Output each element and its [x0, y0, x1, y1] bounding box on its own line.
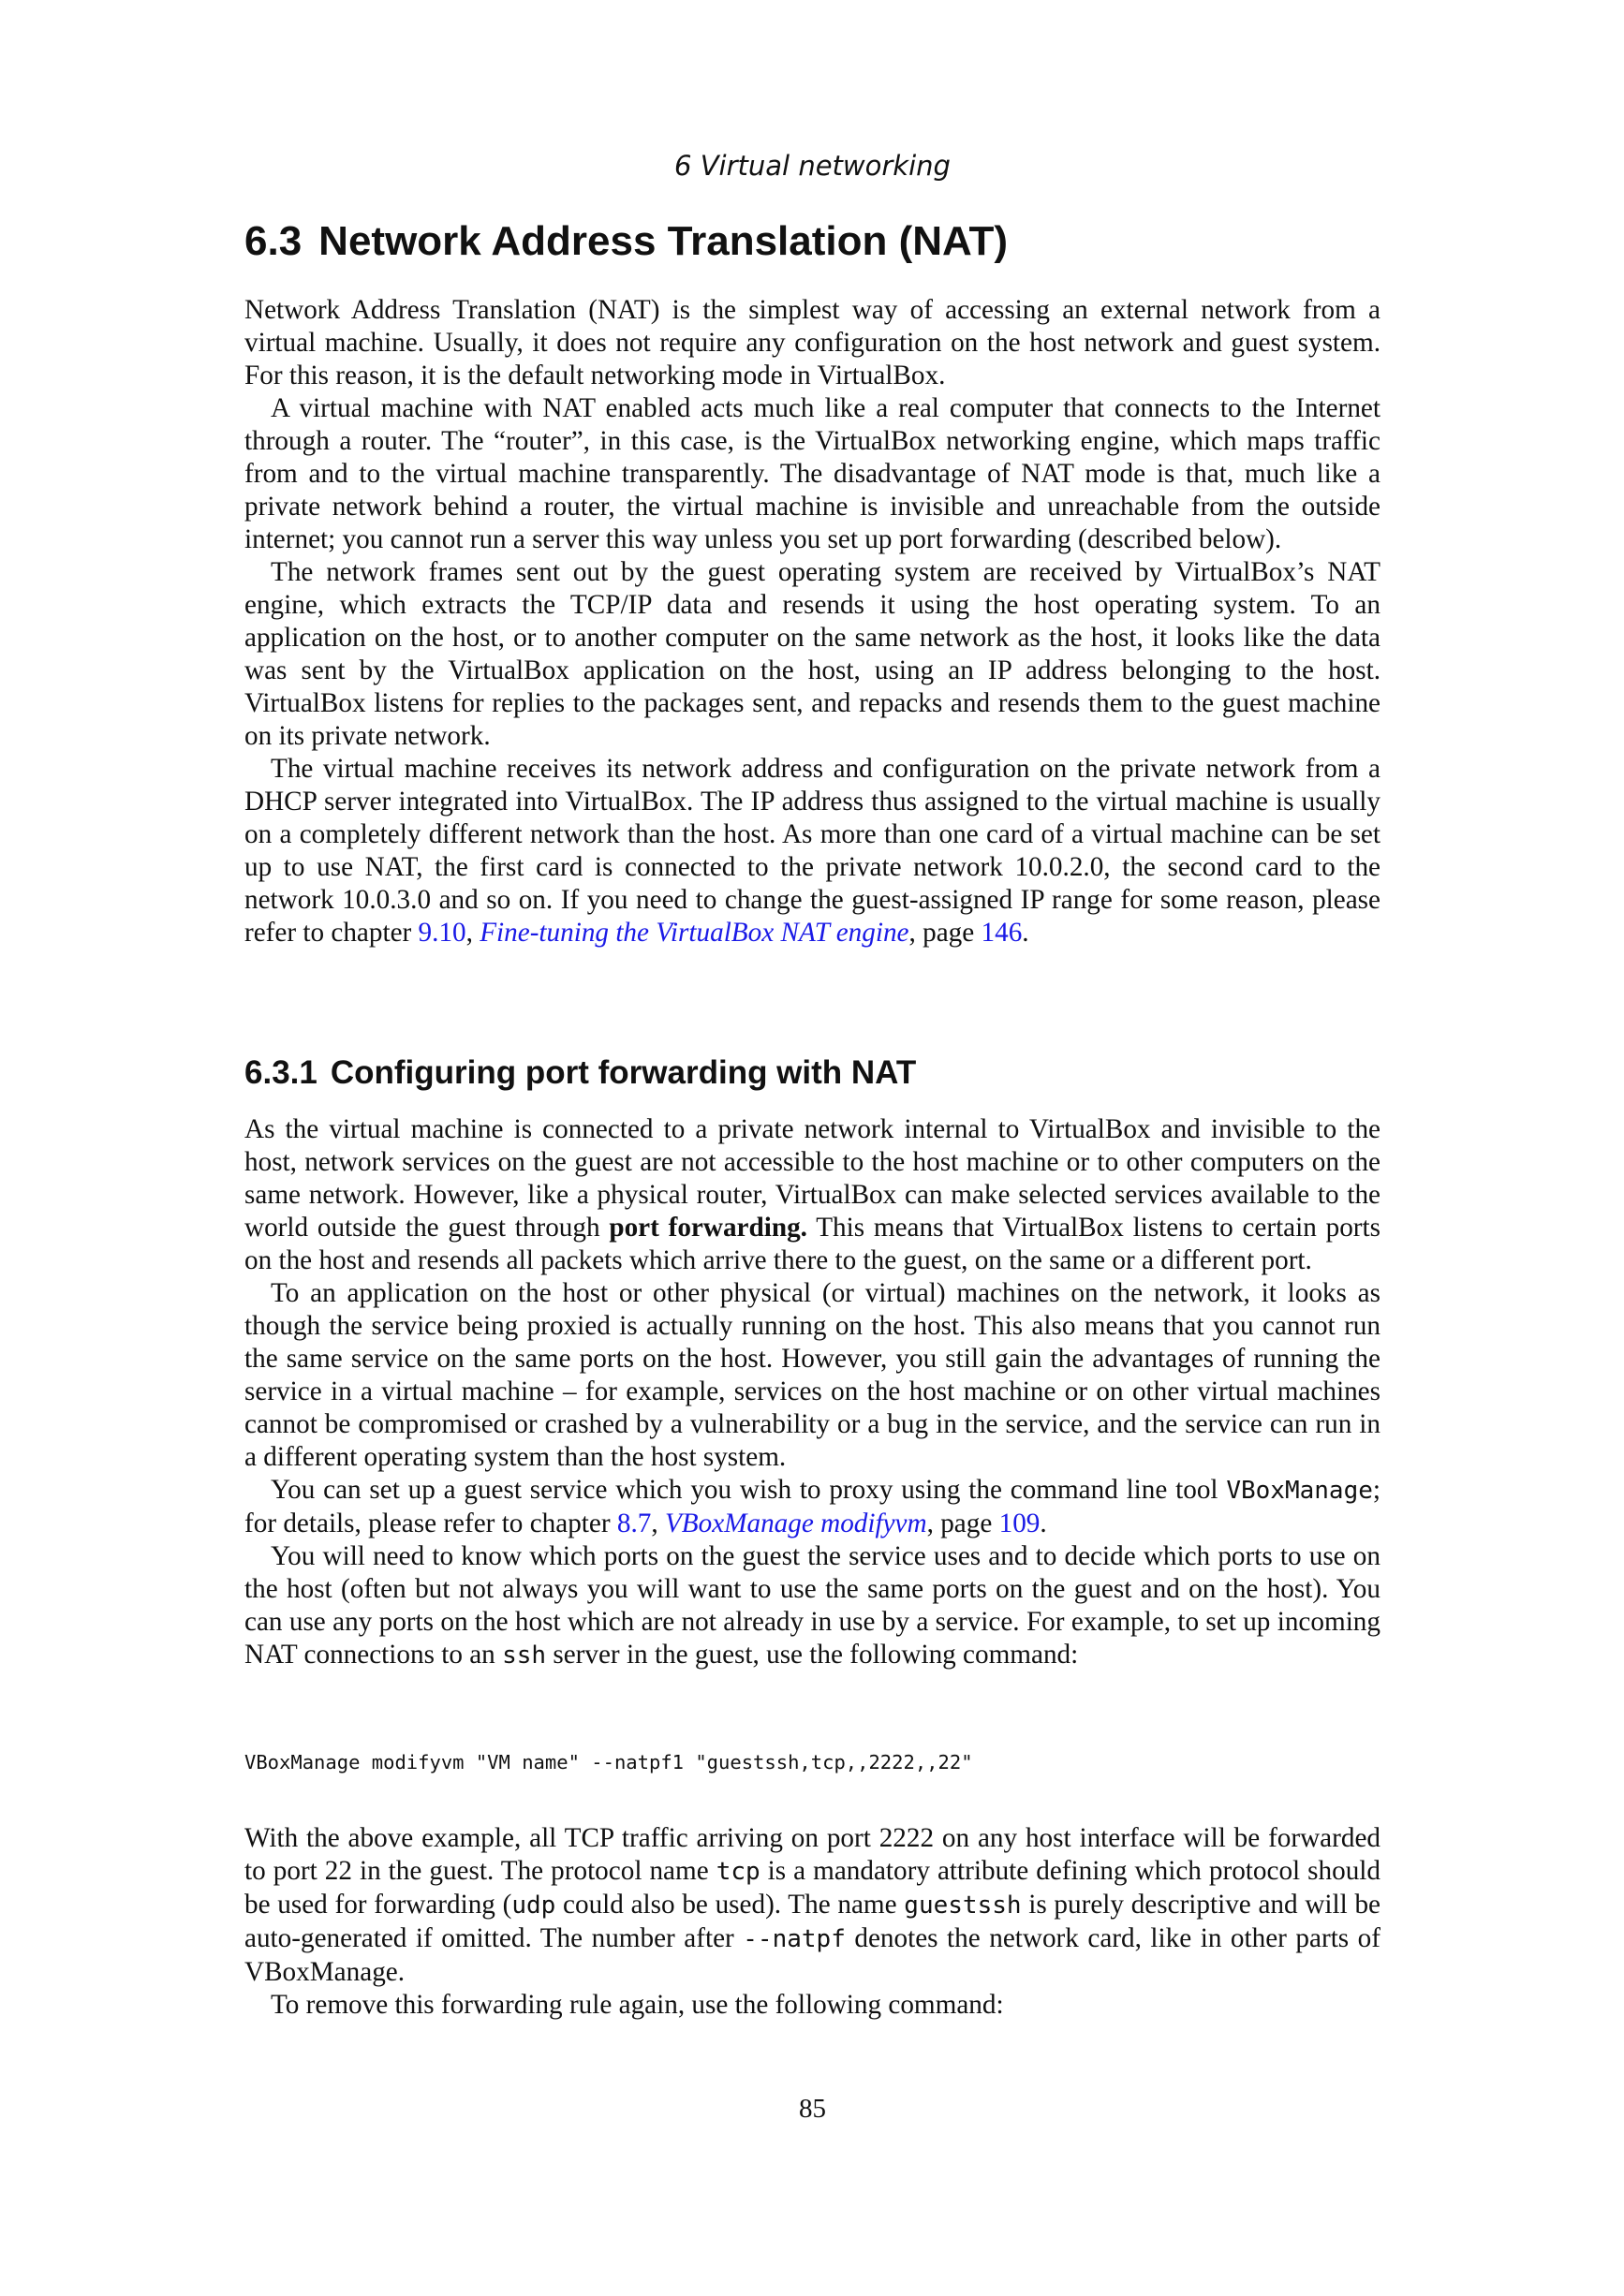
- paragraph: Network Address Translation (NAT) is the simplest way of accessing an external network from a virtual machine. Usually, it does not require any configuration on the host network and guest system. For this reason, it is the default networking mode in VirtualBox.: [244, 295, 1380, 390]
- inline-code: --natpf: [743, 1925, 846, 1953]
- paragraph-text: server in the guest, use the following command:: [546, 1640, 1079, 1670]
- subsection-body: [244, 1113, 1380, 1672]
- section-title: Network Address Translation (NAT): [318, 218, 1009, 264]
- paragraph-text: You can set up a guest service which you wish to proxy using the command line tool: [271, 1475, 1227, 1505]
- paragraph: To remove this forwarding rule again, use the following command:: [271, 1990, 1004, 2020]
- subsection-heading: [244, 1054, 916, 1092]
- paragraph: The network frames sent out by the guest operating system are received by VirtualBox’s NAT engine, which extracts the TCP/IP data and resends it using the host operating system. To an application on the host, or to another computer on the same network as the host, it looks like the data was sent by the VirtualBox application on the host, using an IP address belonging to the host. VirtualBox listens for replies to the packages sent, and repacks and resends them to the guest machine on its private network.: [244, 557, 1380, 751]
- chapter-reference-link[interactable]: 9.10: [418, 918, 466, 948]
- code-example: VBoxManage modifyvm "VM name" --natpf1 "guestssh,tcp,,2222,,22": [244, 1751, 973, 1774]
- section-heading: [244, 218, 1008, 265]
- paragraph-text: .: [1040, 1509, 1047, 1538]
- page-reference-link[interactable]: 146: [981, 918, 1023, 948]
- paragraph-text: is a mandatory attribute defining which protocol should be used for forwarding (: [244, 1856, 1381, 1920]
- paragraph-text: As the virtual machine is connected to a private network internal to VirtualBox and invisible to the host, network services on the guest are not accessible to the host machine or to other computers on the same network. However, like a physical router, VirtualBox can make selected services available to the world outside the guest through: [244, 1114, 1380, 1243]
- section-title-reference-link[interactable]: Fine-tuning the VirtualBox NAT engine: [480, 918, 909, 948]
- subsection-title: Configuring port forwarding with NAT: [330, 1054, 917, 1091]
- paragraph-text: denotes the network card, like in other parts of VBoxManage.: [244, 1923, 1380, 1987]
- paragraph-text: You will need to know which ports on the guest the service uses and to decide which ports to use on the host (often but not always you will want to use the same ports on the guest and on the host). You can use any ports on the host which are not already in use by a service. For example, to set up incoming NAT connections to an: [244, 1541, 1380, 1670]
- running-head: 6 Virtual networking: [674, 150, 951, 182]
- inline-code: udp: [511, 1891, 556, 1920]
- page-reference-link[interactable]: 109: [998, 1509, 1041, 1538]
- paragraph: [244, 1113, 1380, 1277]
- separator: , page: [908, 918, 982, 948]
- paragraph-text: ; for details, please refer to chapter: [244, 1475, 1380, 1538]
- paragraph-text: The virtual machine receives its network address and configuration on the private network from a DHCP server integrated into VirtualBox. The IP address thus assigned to the virtual machine is usually on a completely different network than the host. As more than one card of a virtual machine can be set up to use NAT, the first card is connected to the private network 10.0.2.0, the second card to the network 10.0.3.0 and so on. If you need to change the guest-assigned IP range for some reason, please refer to chapter: [244, 754, 1380, 948]
- subsection-number: 6.3.1: [244, 1054, 317, 1091]
- paragraph-text: could also be used). The name: [555, 1890, 905, 1920]
- inline-code: VBoxManage: [1226, 1477, 1373, 1505]
- inline-code: guestssh: [904, 1891, 1022, 1920]
- bold-term: port forwarding.: [609, 1213, 807, 1243]
- separator: ,: [465, 918, 480, 948]
- paragraph: [244, 1822, 1380, 1989]
- paragraph-text: With the above example, all TCP traffic arriving on port 2222 on any host interface will be forwarded to port 22 in the guest. The protocol name: [244, 1823, 1380, 1886]
- paragraph-text: This means that VirtualBox listens to certain ports on the host and resends all packets which arrive there to the guest, on the same or a different port.: [244, 1213, 1380, 1275]
- chapter-reference-link[interactable]: 8.7: [616, 1509, 652, 1538]
- section-body: [244, 294, 1380, 949]
- paragraph-text: .: [1022, 918, 1029, 948]
- inline-code: ssh: [502, 1641, 547, 1670]
- separator: , page: [926, 1509, 999, 1538]
- paragraph: [244, 1474, 1380, 1540]
- section-title-reference-link[interactable]: VBoxManage modifyvm: [664, 1509, 927, 1538]
- subsection-body-continued: [244, 1822, 1380, 2022]
- section-number: 6.3: [244, 218, 303, 264]
- separator: ,: [651, 1509, 665, 1538]
- paragraph-text: is purely descriptive and will be auto-generated if omitted. The number after: [244, 1890, 1380, 1953]
- paragraph: [244, 1540, 1380, 1672]
- paragraph: To an application on the host or other physical (or virtual) machines on the network, it looks as though the service being proxied is actually running on the host. This also means that you cannot run the same service on the same ports on the host. However, you still gain the advantages of running the service in a virtual machine – for example, services on the host machine or on other virtual machines cannot be compromised or crashed by a vulnerability or a bug in the service, and the service can run in a different operating system than the host system.: [244, 1278, 1380, 1472]
- paragraph: [244, 753, 1380, 949]
- inline-code: tcp: [716, 1858, 760, 1886]
- page-number: 85: [799, 2094, 826, 2124]
- paragraph: A virtual machine with NAT enabled acts much like a real computer that connects to the Internet through a router. The “router”, in this case, is the VirtualBox networking engine, which maps traffic from and to the virtual machine transparently. The disadvantage of NAT mode is that, much like a private network behind a router, the virtual machine is invisible and unreachable from the outside internet; you cannot run a server this way unless you set up port forwarding (described below).: [244, 393, 1380, 554]
